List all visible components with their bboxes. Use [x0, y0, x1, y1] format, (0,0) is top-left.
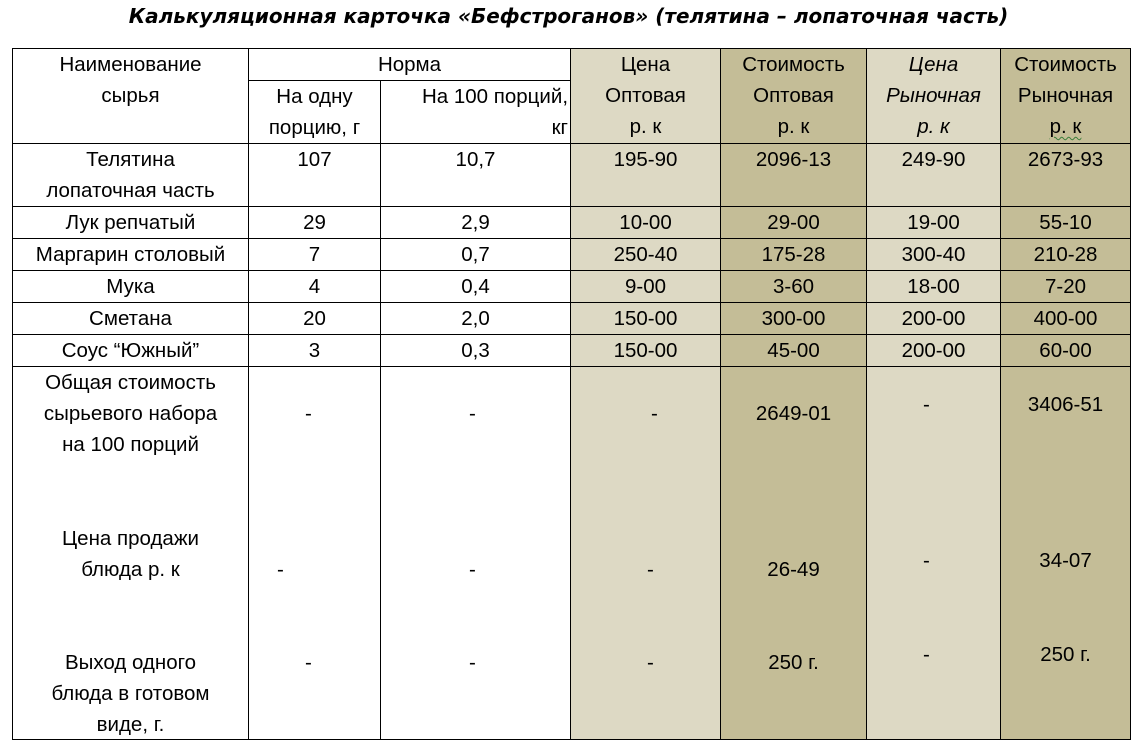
summary-price-market [867, 367, 1001, 740]
header-name: Наименование сырья [13, 49, 249, 144]
cell-price-wholesale: 250-40 [571, 239, 721, 271]
cell-price-market: 19-00 [867, 207, 1001, 239]
table-row [13, 239, 1131, 271]
header-cost-market: Стоимость Рыночная р. к [1001, 49, 1131, 144]
cell-per100: 0,7 [381, 239, 571, 271]
cell-price-market: 249-90 [867, 144, 1001, 207]
cell-cost-market: 55-10 [1001, 207, 1131, 239]
dash: - [277, 558, 284, 581]
header-norm: Норма [249, 49, 571, 81]
dash: - [651, 402, 658, 425]
cell-per100: 0,4 [381, 271, 571, 303]
cell-per100: 0,3 [381, 335, 571, 367]
summary-yield-wholesale: 250 г. [768, 651, 819, 674]
cell-cost-market: 2673-93 [1001, 144, 1131, 207]
dash: - [469, 402, 476, 425]
summary-cost-market [1001, 367, 1131, 740]
table-row [13, 144, 1131, 207]
cell-price-market: 18-00 [867, 271, 1001, 303]
cell-per100: 10,7 [381, 144, 571, 207]
table-row [13, 207, 1131, 239]
cell-price-wholesale: 10-00 [571, 207, 721, 239]
cell-cost-wholesale: 3-60 [721, 271, 867, 303]
cell-price-market: 300-40 [867, 239, 1001, 271]
cell-per100: 2,0 [381, 303, 571, 335]
cell-per100: 2,9 [381, 207, 571, 239]
cell-cost-market: 210-28 [1001, 239, 1131, 271]
cell-portion: 4 [249, 271, 381, 303]
cell-cost-wholesale: 2096-13 [721, 144, 867, 207]
cell-name: Телятина лопаточная часть [13, 144, 249, 207]
dash: - [305, 402, 312, 425]
cell-price-wholesale: 195-90 [571, 144, 721, 207]
summary-labels [13, 367, 249, 740]
cell-name: Маргарин столовый [13, 239, 249, 271]
cell-portion: 29 [249, 207, 381, 239]
cell-name: Мука [13, 271, 249, 303]
dash: - [923, 643, 930, 666]
cell-portion: 107 [249, 144, 381, 207]
cell-price-wholesale: 9-00 [571, 271, 721, 303]
cell-price-wholesale: 150-00 [571, 303, 721, 335]
summary-cost-wholesale [721, 367, 867, 740]
header-row [13, 49, 1131, 81]
summary-sale-wholesale: 26-49 [767, 558, 820, 581]
cell-cost-market: 400-00 [1001, 303, 1131, 335]
cell-cost-wholesale: 45-00 [721, 335, 867, 367]
summary-row [13, 367, 1131, 740]
calculation-table [12, 48, 1131, 740]
cell-cost-market: 7-20 [1001, 271, 1131, 303]
summary-total-cost-market: 3406-51 [1027, 393, 1104, 416]
dash: - [923, 549, 930, 572]
summary-total-cost-wholesale: 2649-01 [755, 402, 832, 425]
header-price-market: Цена Рыночная р. к [867, 49, 1001, 144]
summary-total-label: Общая стоимость сырьевого набора на 100 порций [43, 371, 218, 456]
table-row [13, 335, 1131, 367]
cell-price-wholesale: 150-00 [571, 335, 721, 367]
dash: - [469, 558, 476, 581]
dash: - [647, 651, 654, 674]
cell-cost-wholesale: 300-00 [721, 303, 867, 335]
summary-yield-market: 250 г. [1040, 643, 1091, 666]
cell-name: Соус “Южный” [13, 335, 249, 367]
cell-cost-wholesale: 29-00 [721, 207, 867, 239]
header-per-100: На 100 порций, кг [381, 81, 571, 144]
cell-name: Сметана [13, 303, 249, 335]
cell-cost-market: 60-00 [1001, 335, 1131, 367]
summary-price-wholesale [571, 367, 721, 740]
cell-cost-wholesale: 175-28 [721, 239, 867, 271]
dash: - [923, 393, 930, 416]
cell-portion: 7 [249, 239, 381, 271]
summary-portion [249, 367, 381, 740]
summary-sale-label: Цена продажи блюда р. к [62, 527, 199, 581]
cell-name: Лук репчатый [13, 207, 249, 239]
table-row [13, 303, 1131, 335]
dash: - [647, 558, 654, 581]
summary-per100 [381, 367, 571, 740]
dash: - [469, 651, 476, 674]
cell-portion: 20 [249, 303, 381, 335]
header-cost-wholesale: Стоимость Оптовая р. к [721, 49, 867, 144]
cell-portion: 3 [249, 335, 381, 367]
table-row [13, 271, 1131, 303]
cell-price-market: 200-00 [867, 335, 1001, 367]
header-price-wholesale: Цена Оптовая р. к [571, 49, 721, 144]
header-per-portion: На одну порцию, г [249, 81, 381, 144]
cell-price-market: 200-00 [867, 303, 1001, 335]
summary-sale-market: 34-07 [1039, 549, 1092, 572]
summary-yield-label: Выход одного блюда в готовом виде, г. [51, 651, 210, 736]
page-title: Калькуляционная карточка «Бефстроганов» (телятина – лопаточная часть) [128, 4, 1009, 28]
dash: - [305, 651, 312, 674]
